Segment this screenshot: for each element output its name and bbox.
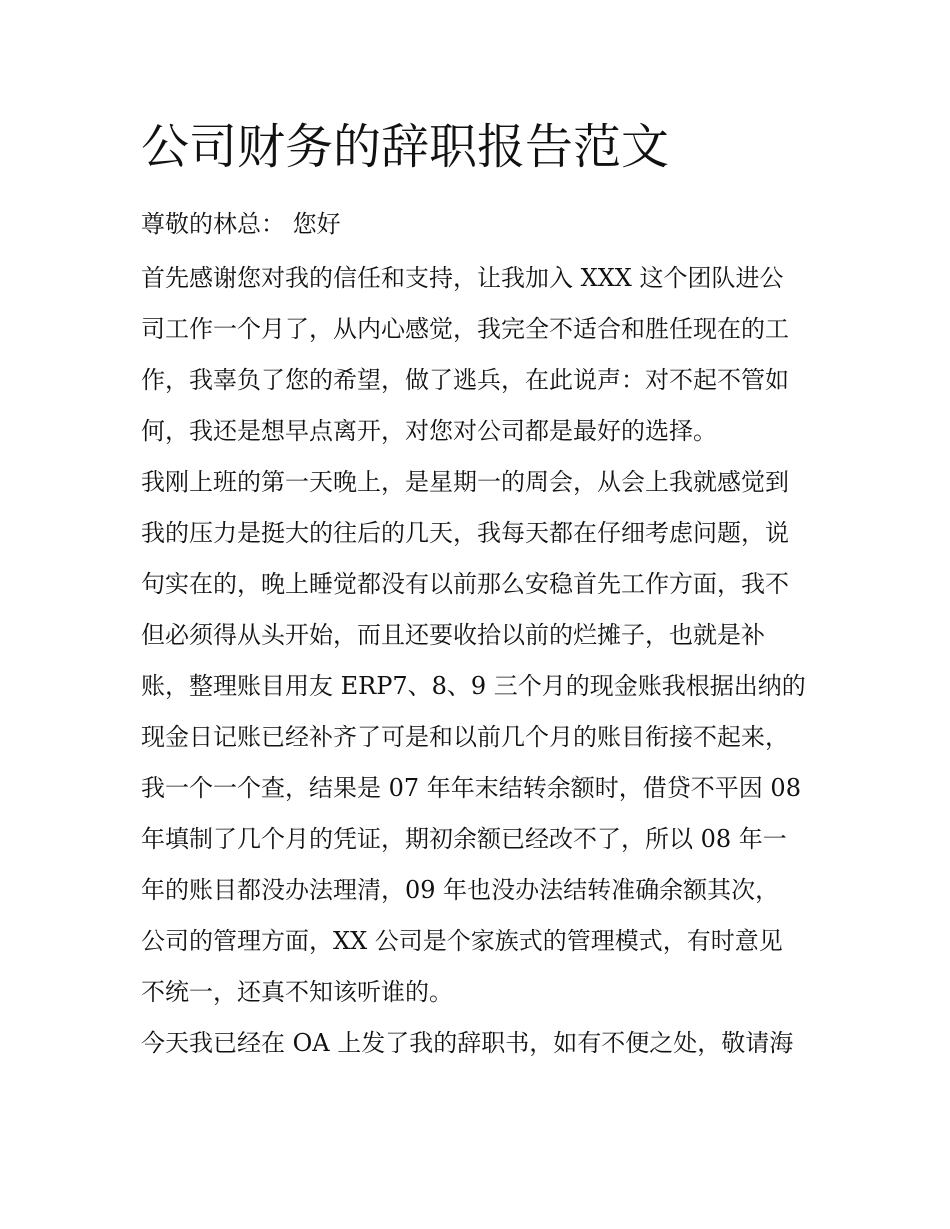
text-line: 作，我辜负了您的希望，做了逃兵，在此说声：对不起不管如 bbox=[141, 366, 789, 394]
text-line: 首先感谢您对我的信任和支持，让我加入 XXX 这个团队进公 bbox=[141, 264, 784, 292]
document-body bbox=[141, 112, 813, 1069]
greeting-line: 尊敬的林总： 您好 bbox=[141, 210, 341, 238]
text-line: 账，整理账目用友 ERP7、8、9 三个月的现金账我根据出纳的 bbox=[141, 672, 806, 700]
text-line: 句实在的，晚上睡觉都没有以前那么安稳首先工作方面，我不 bbox=[141, 570, 789, 598]
text-line: 公司的管理方面，XX 公司是个家族式的管理模式，有时意见 bbox=[141, 927, 783, 955]
text-line: 司工作一个月了，从内心感觉，我完全不适合和胜任现在的工 bbox=[141, 315, 789, 343]
text-line: 现金日记账已经补齐了可是和以前几个月的账目衔接不起来， bbox=[141, 723, 789, 751]
text-line: 年的账目都没办法理清，09 年也没办法结转准确余额其次， bbox=[141, 876, 780, 904]
text-line: 但必须得从头开始，而且还要收拾以前的烂摊子，也就是补 bbox=[141, 621, 765, 649]
text-line: 我一个一个查，结果是 07 年年末结转余额时，借贷不平因 08 bbox=[141, 774, 801, 802]
text-line: 我刚上班的第一天晚上，是星期一的周会，从会上我就感觉到 bbox=[141, 468, 789, 496]
text-line: 今天我已经在 OA 上发了我的辞职书，如有不便之处，敬请海 bbox=[141, 1029, 794, 1057]
document-title: 公司财务的辞职报告范文 bbox=[141, 119, 670, 175]
text-line: 不统一，还真不知该听谁的。 bbox=[141, 978, 453, 1006]
text-line: 年填制了几个月的凭证，期初余额已经改不了，所以 08 年一 bbox=[141, 825, 787, 853]
text-line: 何，我还是想早点离开，对您对公司都是最好的选择。 bbox=[141, 417, 717, 445]
text-line: 我的压力是挺大的往后的几天，我每天都在仔细考虑问题，说 bbox=[141, 519, 789, 547]
